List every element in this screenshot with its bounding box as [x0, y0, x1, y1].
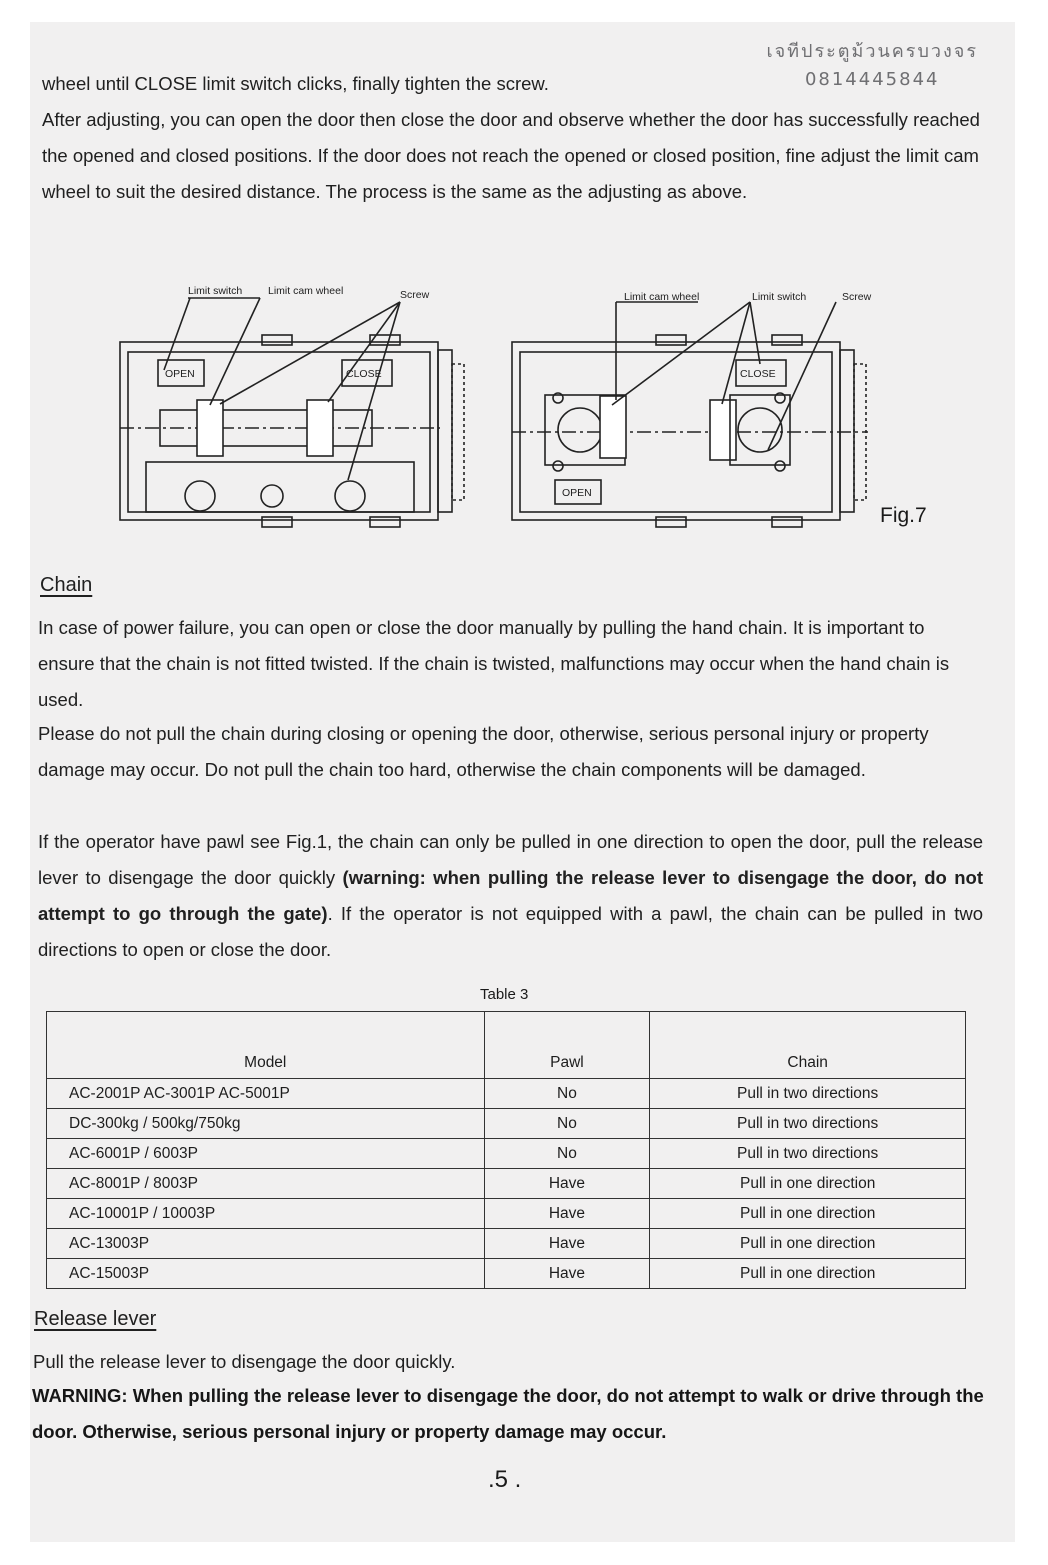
- cell-chain: Pull in one direction: [650, 1199, 966, 1229]
- chain-p3-start: If the operator have pawl see Fig.1, the chain can only be pulled in one direction to open the door, pull the release lever to disengage the door quickly: [38, 831, 983, 888]
- label-limit-switch-left: Limit switch: [188, 285, 243, 297]
- intro-first-line: wheel until CLOSE limit switch clicks, finally tighten the screw.: [42, 73, 549, 94]
- label-screw-right: Screw: [842, 291, 872, 303]
- table-row: [47, 1259, 966, 1289]
- cell-pawl: No: [484, 1109, 650, 1139]
- watermark-company: เจทีประตูม้วนครบวงจร: [766, 41, 978, 62]
- cell-model: AC-6001P / 6003P: [47, 1139, 485, 1169]
- cell-model: AC-10001P / 10003P: [47, 1199, 485, 1229]
- cell-chain: Pull in two directions: [650, 1079, 966, 1109]
- chain-paragraph-3: [38, 824, 983, 968]
- chain-p3-warning: (warning: when pulling the release lever to disengage the door, do not attempt to go through the gate): [38, 867, 983, 924]
- label-limit-switch-right: Limit switch: [752, 291, 807, 303]
- cell-pawl: Have: [484, 1229, 650, 1259]
- label-limit-cam-wheel-left: Limit cam wheel: [268, 285, 344, 297]
- chain-paragraph-2: Please do not pull the chain during closing or opening the door, otherwise, serious personal injury or property damage may occur. Do not pull the chain too hard, otherwise the chain components will be damaged.: [38, 723, 929, 780]
- table-header-row: [47, 1012, 966, 1079]
- cell-model: AC-13003P: [47, 1229, 485, 1259]
- table-row: [47, 1199, 966, 1229]
- release-lever-heading: Release lever: [34, 1308, 157, 1330]
- table-row: [47, 1139, 966, 1169]
- label-open-left: OPEN: [165, 368, 195, 380]
- label-limit-cam-wheel-right: Limit cam wheel: [624, 291, 700, 303]
- chain-heading: Chain: [40, 574, 93, 596]
- table-3: [46, 1011, 966, 1289]
- right-cam-wheel-2: [710, 400, 736, 460]
- left-cam-wheel-1: [197, 400, 223, 456]
- header-chain: Chain: [650, 1012, 966, 1079]
- chain-p3-end: . If the operator is not equipped with a pawl, the chain can be pulled in two directions to open or close the door.: [38, 903, 984, 960]
- figure-7-diagram: [100, 280, 960, 540]
- cell-model: DC-300kg / 500kg/750kg: [47, 1109, 485, 1139]
- cell-chain: Pull in two directions: [650, 1109, 966, 1139]
- chain-paragraph-1: In case of power failure, you can open or close the door manually by pulling the hand chain. It is important to ensure that the chain is not fitted twisted. If the chain is twisted, malfunctions may occur when the hand chain is used.: [38, 617, 950, 710]
- cell-model: AC-8001P / 8003P: [47, 1169, 485, 1199]
- cell-pawl: Have: [484, 1259, 650, 1289]
- cell-model: AC-2001P AC-3001P AC-5001P: [47, 1079, 485, 1109]
- table-row: [47, 1079, 966, 1109]
- cell-chain: Pull in one direction: [650, 1229, 966, 1259]
- header-pawl: Pawl: [484, 1012, 650, 1079]
- left-cam-wheel-2: [307, 400, 333, 456]
- cell-pawl: Have: [484, 1169, 650, 1199]
- table-row: [47, 1229, 966, 1259]
- label-close-left: CLOSE: [346, 368, 382, 380]
- table-row: [47, 1109, 966, 1139]
- cell-pawl: No: [484, 1139, 650, 1169]
- table-row: [47, 1169, 966, 1199]
- cell-chain: Pull in one direction: [650, 1259, 966, 1289]
- label-close-right: CLOSE: [740, 368, 776, 380]
- cell-chain: Pull in two directions: [650, 1139, 966, 1169]
- cell-model: AC-15003P: [47, 1259, 485, 1289]
- intro-paragraph: After adjusting, you can open the door then close the door and observe whether the door has successfully reached the opened and closed positions. If the door does not reach the opened or closed position, fine adjust the limit cam wheel to suit the desired distance. The process is the same as the adjusting as above.: [42, 109, 980, 202]
- right-cam-wheel-1: [600, 396, 626, 458]
- figure-caption: Fig.7: [880, 504, 927, 527]
- release-lever-text: Pull the release lever to disengage the door quickly.: [33, 1351, 456, 1372]
- header-model: Model: [47, 1012, 485, 1079]
- cell-chain: Pull in one direction: [650, 1169, 966, 1199]
- label-screw-left: Screw: [400, 289, 430, 301]
- label-open-right: OPEN: [562, 487, 592, 499]
- cell-pawl: No: [484, 1079, 650, 1109]
- page-number: .5 .: [488, 1466, 522, 1493]
- release-lever-warning: WARNING: When pulling the release lever to disengage the door, do not attempt to walk or drive through the door. Otherwise, serious personal injury or property damage may occur.: [32, 1385, 984, 1442]
- table-caption: Table 3: [480, 986, 529, 1003]
- watermark-phone: 0814445844: [804, 69, 940, 90]
- cell-pawl: Have: [484, 1199, 650, 1229]
